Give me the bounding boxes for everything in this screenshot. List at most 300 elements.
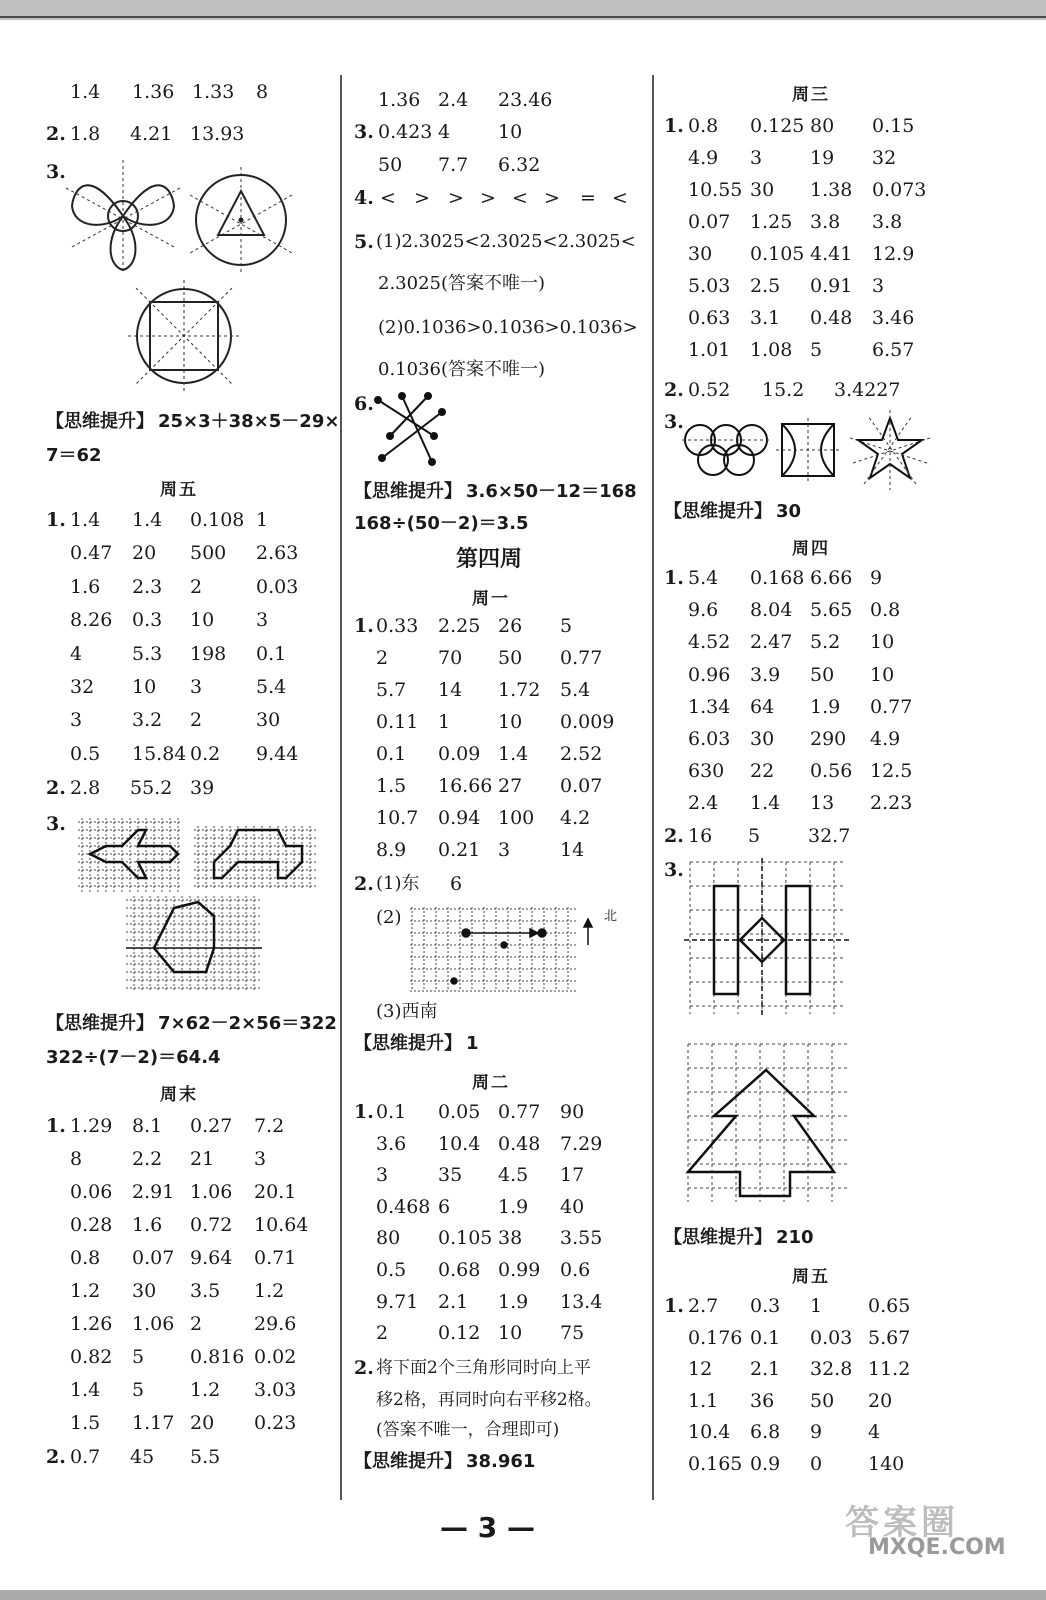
answer-value: 5.2 [810, 631, 841, 654]
answer-value: 0.009 [560, 711, 615, 733]
answer-value: 20 [868, 1389, 893, 1412]
section-heading: 周一 [472, 589, 510, 609]
answer-value: 0.073 [872, 179, 927, 201]
answer-value: 8.1 [132, 1115, 163, 1137]
answer-text: (2)0.1036>0.1036>0.1036> [378, 317, 638, 338]
answer-value: 29.6 [254, 1313, 297, 1335]
answer-value: 20 [132, 542, 157, 565]
answer-value: 90 [560, 1101, 585, 1123]
answer-value: 1.4 [132, 509, 163, 531]
answer-value: 6.66 [810, 567, 853, 589]
answer-value: < [612, 187, 628, 209]
section-heading: 周五 [792, 1267, 830, 1287]
answer-value: 8.26 [70, 609, 113, 632]
answer-value: 0.27 [190, 1115, 233, 1137]
answer-value: 30 [688, 243, 713, 265]
answer-value: 0.3 [750, 1295, 781, 1317]
answer-value: 10.4 [688, 1421, 731, 1444]
answer-value: 0.47 [70, 542, 113, 565]
answer-value: 13.4 [560, 1290, 603, 1313]
answer-value: 5.03 [688, 275, 731, 297]
answer-value: 0.09 [438, 743, 481, 765]
answer-value: 0.05 [438, 1101, 481, 1123]
answer-value: 5.3 [132, 642, 163, 665]
thinking-text: 25×3＋38×5－29× [158, 411, 340, 432]
answer-value: 6.32 [498, 154, 541, 176]
answer-value: 0.108 [190, 509, 245, 531]
bottom-border [0, 1590, 1046, 1600]
answer-value: 0.48 [810, 307, 853, 329]
answer-value: 50 [810, 663, 835, 686]
answer-value: 35 [438, 1164, 463, 1187]
answer-value: > [448, 187, 464, 209]
answer-value: 39 [190, 777, 215, 799]
answer-value: 3.4227 [834, 379, 901, 401]
answer-value: 1 [810, 1295, 823, 1317]
answer-value: 3.03 [254, 1379, 297, 1401]
answer-value: 3.5 [190, 1280, 221, 1302]
answer-value: 1.26 [70, 1313, 113, 1335]
answer-value: 6 [438, 1195, 451, 1218]
line-matching-figure [372, 392, 452, 472]
answer-value: 38 [498, 1227, 523, 1250]
answer-value: 2 [190, 575, 203, 598]
answer-value: 0.94 [438, 807, 481, 829]
answer-value: 1.6 [132, 1214, 163, 1236]
answer-value: 19 [810, 147, 835, 169]
question-number: 2. [46, 1446, 66, 1468]
answer-value: 1.9 [498, 1195, 529, 1218]
answer-text: (3)西南 [376, 1001, 438, 1022]
answer-value: 0.96 [688, 663, 731, 686]
answer-value: 8 [70, 1148, 83, 1170]
question-number: 3. [664, 859, 684, 881]
answer-value: 64 [750, 695, 775, 718]
answer-value: 1.72 [498, 679, 541, 701]
circle-triangle-symmetry-figure [186, 165, 296, 275]
answer-value: 0.816 [190, 1346, 245, 1368]
answer-value: 3 [190, 676, 203, 698]
answer-value: 0 [810, 1453, 823, 1475]
answer-value: 5 [560, 615, 573, 637]
north-indicator: 北 [604, 909, 618, 924]
answer-value: 0.56 [810, 760, 853, 783]
answer-value: 7.7 [438, 154, 469, 176]
answer-value: 4.2 [560, 807, 591, 829]
answer-value: 4.5 [498, 1164, 529, 1187]
answer-value: 2.8 [70, 777, 101, 799]
answer-value: 2 [376, 647, 389, 669]
answer-value: 10.55 [688, 179, 743, 201]
question-number: 3. [46, 161, 66, 183]
thinking-label: 【思维提升】 [354, 1033, 462, 1054]
answer-value: 17 [560, 1164, 585, 1187]
answer-value: 2.4 [688, 792, 719, 815]
watermark-url: MXQE.COM [868, 1535, 1006, 1560]
answer-value: 1.36 [132, 81, 175, 103]
answer-value: 10.7 [376, 807, 419, 829]
circle-square-symmetry-figure [126, 278, 242, 394]
answer-value: 3 [256, 609, 269, 632]
answer-value: 10 [190, 609, 215, 632]
answer-value: 12.5 [870, 760, 913, 783]
answer-value: 32 [872, 147, 897, 169]
answer-text: 移2格，再同时向右平移2格。 [376, 1390, 602, 1410]
question-number: 6. [354, 393, 374, 415]
answer-value: 0.176 [688, 1326, 743, 1349]
answer-value: 4 [70, 642, 83, 665]
heptagon-grid-figure [126, 896, 262, 992]
answer-value: 20 [190, 1412, 215, 1434]
answer-value: 50 [498, 647, 523, 669]
answer-value: 3.9 [750, 663, 781, 686]
section-heading: 周三 [792, 85, 830, 105]
answer-value: 5 [748, 825, 761, 847]
answer-value: 2.2 [132, 1148, 163, 1170]
answer-value: 0.6 [560, 1259, 591, 1281]
answer-value: 3.6 [376, 1132, 407, 1155]
answer-value: 8 [256, 81, 269, 103]
answer-value: 2.3 [132, 575, 163, 598]
direction-grid-figure [408, 905, 598, 993]
tree-grid-figure [684, 1038, 852, 1206]
answer-value: 16.66 [438, 775, 493, 797]
question-number: 3. [664, 411, 684, 433]
answer-value: 4.41 [810, 243, 853, 265]
answer-value: 0.77 [870, 695, 913, 718]
answer-value: 0.11 [376, 711, 419, 733]
answer-value: 2 [190, 1313, 203, 1335]
thinking-text: 210 [776, 1227, 814, 1248]
answer-value: 9.6 [688, 599, 719, 622]
answer-value: 5.67 [868, 1326, 911, 1349]
question-number: 1. [664, 1295, 684, 1317]
question-number: 4. [354, 187, 374, 209]
answer-value: 0.07 [132, 1247, 175, 1269]
answer-value: 2.7 [688, 1295, 719, 1317]
answer-value: 0.3 [132, 609, 163, 632]
answer-value: 20.1 [254, 1181, 297, 1203]
answer-value: 32.8 [810, 1358, 853, 1381]
answer-value: 5.7 [376, 679, 407, 701]
answer-value: 32.7 [808, 825, 851, 847]
answer-value: 0.71 [254, 1247, 297, 1269]
answer-value: 10 [498, 121, 523, 143]
answer-value: 9.64 [190, 1247, 233, 1269]
answer-value: 5.4 [256, 676, 287, 698]
question-number: 2. [46, 777, 66, 799]
answer-value: 11.2 [868, 1358, 911, 1381]
question-number: 2. [46, 123, 66, 145]
answer-value: 0.1 [256, 642, 287, 665]
answer-value: 3.55 [560, 1227, 603, 1250]
answer-value: 30 [750, 728, 775, 750]
answer-value: 1.4 [70, 1379, 101, 1401]
answer-value: 290 [810, 728, 847, 750]
answer-text: 将下面2个三角形同时向上平 [376, 1358, 591, 1378]
answer-value: 3 [254, 1148, 267, 1170]
answer-value: 4.9 [688, 147, 719, 169]
star-symmetry-figure [850, 410, 930, 490]
answer-value: 1.17 [132, 1412, 175, 1434]
question-number: 1. [46, 509, 66, 531]
question-number: 1. [354, 615, 374, 637]
answer-value: 0.63 [688, 307, 731, 329]
answer-value: 1.33 [192, 81, 235, 103]
answer-value: 15.84 [132, 742, 187, 765]
answer-value: 12.9 [872, 243, 915, 265]
question-number: 1. [664, 567, 684, 589]
answer-value: 3 [750, 147, 763, 169]
section-heading: 周五 [160, 480, 198, 500]
answer-value: 12 [688, 1358, 713, 1381]
question-number: 2. [664, 379, 684, 401]
answer-value: 140 [868, 1453, 905, 1475]
answer-value: 3 [872, 275, 885, 297]
answer-value: 3 [498, 839, 511, 861]
answer-value: 21 [190, 1148, 215, 1170]
answer-value: 630 [688, 760, 725, 783]
answer-value: 1.38 [810, 179, 853, 201]
answer-value: 0.9 [750, 1453, 781, 1475]
answer-value: 0.72 [190, 1214, 233, 1236]
answer-value: 80 [810, 115, 835, 137]
answer-value: 50 [378, 154, 403, 176]
thinking-text: 322÷(7－2)＝64.4 [46, 1047, 221, 1068]
answer-value: 10.64 [254, 1214, 309, 1236]
answer-value: 1.9 [498, 1290, 529, 1313]
answer-value: 8.04 [750, 599, 793, 622]
answer-value: 10 [870, 631, 895, 654]
answer-value: 27 [498, 775, 523, 797]
answer-value: 1 [256, 509, 269, 531]
answer-value: 0.105 [438, 1227, 493, 1250]
answer-value: 0.77 [498, 1101, 541, 1123]
answer-value: < [512, 187, 528, 209]
thinking-label: 【思维提升】 [46, 411, 154, 432]
answer-value: 14 [560, 839, 585, 861]
answer-value: 22 [750, 760, 775, 783]
answer-value: 1.08 [750, 339, 793, 361]
thinking-text: 38.961 [466, 1451, 536, 1472]
answer-value: 15.2 [762, 379, 805, 401]
answer-value: 13 [810, 792, 835, 815]
answer-value: 9.44 [256, 742, 299, 765]
answer-value: 9.71 [376, 1290, 419, 1313]
answer-value: 0.5 [70, 742, 101, 765]
answer-value: 30 [750, 179, 775, 201]
answer-text: (1)东 [376, 873, 420, 894]
answer-value: 3 [70, 709, 83, 732]
answer-value: 1.06 [190, 1181, 233, 1203]
answer-value: = [580, 187, 596, 209]
airplane-grid-figure [78, 818, 182, 894]
answer-value: 50 [810, 1389, 835, 1412]
answer-value: 0.168 [750, 567, 805, 589]
rings-symmetry-figure [682, 418, 770, 484]
answer-value: 5 [132, 1346, 145, 1368]
answer-value: 5 [132, 1379, 145, 1401]
answer-value: 2.47 [750, 631, 793, 654]
answer-value: 0.8 [688, 115, 719, 137]
answer-value: 1.9 [810, 695, 841, 718]
answer-value: 1.36 [378, 89, 421, 111]
answer-value: 3.8 [872, 211, 903, 233]
answer-value: 80 [376, 1227, 401, 1250]
answer-value: 30 [132, 1280, 157, 1302]
answer-value: 3.2 [132, 709, 163, 732]
trefoil-symmetry-figure [64, 158, 182, 276]
answer-value: 1.5 [70, 1412, 101, 1434]
section-heading: 周末 [160, 1085, 198, 1105]
answer-value: 14 [438, 679, 463, 701]
answer-value: 3.1 [750, 307, 781, 329]
answer-value: 1.2 [70, 1280, 101, 1302]
answer-value: 1.8 [70, 123, 101, 145]
answer-value: 0.65 [868, 1295, 911, 1317]
answer-value: 1.25 [750, 211, 793, 233]
answer-value: 32 [70, 676, 95, 698]
answer-value: 100 [498, 807, 535, 829]
answer-value: 7.29 [560, 1132, 603, 1155]
answer-value: 4.9 [870, 728, 901, 750]
answer-value: 1.2 [190, 1379, 221, 1401]
answer-value: 0.77 [560, 647, 603, 669]
answer-value: 2.23 [870, 792, 913, 815]
answer-value: 6.8 [750, 1421, 781, 1444]
section-heading: 周二 [472, 1073, 510, 1093]
answer-value: 30 [256, 709, 281, 732]
answer-value: 10 [498, 1322, 523, 1345]
answer-value: 0.7 [70, 1446, 101, 1468]
thinking-label: 【思维提升】 [664, 501, 772, 522]
answer-value: 0.23 [254, 1412, 297, 1434]
answer-value: 8.9 [376, 839, 407, 861]
page-number: — 3 — [440, 1511, 535, 1544]
answer-value: > [414, 187, 430, 209]
answer-value: 2 [190, 709, 203, 732]
answer-value: 0.105 [750, 243, 805, 265]
thinking-text: 168÷(50－2)＝3.5 [354, 513, 529, 534]
answer-value: 0.91 [810, 275, 853, 297]
thinking-label: 【思维提升】 [46, 1013, 154, 1034]
answer-value: 3 [376, 1164, 389, 1187]
answer-value: 16 [688, 825, 713, 847]
answer-value: 45 [130, 1446, 155, 1468]
question-number: 1. [46, 1115, 66, 1137]
answer-value: 0.165 [688, 1453, 743, 1475]
answer-value: 198 [190, 642, 227, 665]
thinking-label: 【思维提升】 [664, 1227, 772, 1248]
thinking-text: 30 [776, 501, 802, 522]
answer-value: 0.48 [498, 1132, 541, 1155]
answer-value: 4 [868, 1421, 881, 1444]
question-number: 3. [46, 813, 66, 835]
shape-grid-figure [194, 826, 318, 890]
answer-value: 0.06 [70, 1181, 113, 1203]
answer-value: 0.07 [560, 775, 603, 797]
answer-value: 3.8 [810, 211, 841, 233]
answer-value: 1.29 [70, 1115, 113, 1137]
week-title: 第四周 [456, 546, 523, 572]
answer-value: 9 [810, 1421, 823, 1444]
question-number: 2. [354, 873, 374, 895]
thinking-text: 1 [466, 1033, 479, 1054]
answer-value: 5.65 [810, 599, 853, 622]
answer-value: 0.28 [70, 1214, 113, 1236]
answer-value: 5 [810, 339, 823, 361]
letter-grid-figure [684, 858, 852, 1018]
answer-value: 6.57 [872, 339, 915, 361]
answer-value: 1.34 [688, 695, 731, 718]
question-number: 5. [354, 231, 374, 253]
question-number: 1. [664, 115, 684, 137]
answer-value: > [480, 187, 496, 209]
answer-value: 0.1 [376, 1101, 407, 1123]
answer-value: 6.03 [688, 728, 731, 750]
answer-value: 10 [132, 676, 157, 698]
answer-text: (2) [376, 907, 402, 928]
answer-value: 4.52 [688, 631, 731, 654]
answer-value: 500 [190, 542, 227, 565]
answer-text: (答案不唯一，合理即可) [376, 1420, 560, 1440]
answer-value: 1.01 [688, 339, 731, 361]
answer-value: 7.2 [254, 1115, 285, 1137]
answer-value: 0.1 [750, 1326, 781, 1349]
answer-value: 0.52 [688, 379, 731, 401]
square-arcs-symmetry-figure [776, 418, 840, 482]
answer-value: 0.02 [254, 1346, 297, 1368]
answer-value: 2.1 [438, 1290, 469, 1313]
answer-value: 2.1 [750, 1358, 781, 1381]
thinking-text: 7＝62 [46, 445, 102, 466]
answer-value: 1.2 [254, 1280, 285, 1302]
watermark-logo: 答案圈 [845, 1503, 959, 1543]
answer-value: 4.21 [130, 123, 173, 145]
answer-value: 1 [438, 711, 451, 733]
answer-value: 4 [438, 121, 451, 143]
answer-text: (1)2.3025<2.3025<2.3025< [376, 231, 636, 252]
answer-value: 2 [376, 1322, 389, 1345]
answer-value: 1.06 [132, 1313, 175, 1335]
answer-value: > [544, 187, 560, 209]
answer-value: 9 [870, 567, 883, 589]
answer-value: 0.1 [376, 743, 407, 765]
answer-value: 10.4 [438, 1132, 481, 1155]
answer-value: 1.4 [750, 792, 781, 815]
answer-value: 0.33 [376, 615, 419, 637]
answer-value: < [380, 187, 396, 209]
answer-value: 0.125 [750, 115, 805, 137]
thinking-label: 【思维提升】 [354, 481, 462, 502]
answer-value: 0.07 [688, 211, 731, 233]
thinking-label: 【思维提升】 [354, 1451, 462, 1472]
answer-value: 0.15 [872, 115, 915, 137]
answer-value: 0.99 [498, 1259, 541, 1281]
answer-value: 1.6 [70, 575, 101, 598]
answer-value: 10 [498, 711, 523, 733]
answer-value: 1.4 [70, 81, 101, 103]
answer-value: 0.68 [438, 1259, 481, 1281]
answer-value: 55.2 [130, 777, 173, 799]
answer-value: 0.03 [810, 1326, 853, 1349]
answer-value: 0.21 [438, 839, 481, 861]
answer-value: 5.5 [190, 1446, 221, 1468]
answer-value: 1.4 [70, 509, 101, 531]
answer-value: 0.12 [438, 1322, 481, 1345]
answer-value: 1.1 [688, 1389, 719, 1412]
answer-value: 10 [870, 663, 895, 686]
